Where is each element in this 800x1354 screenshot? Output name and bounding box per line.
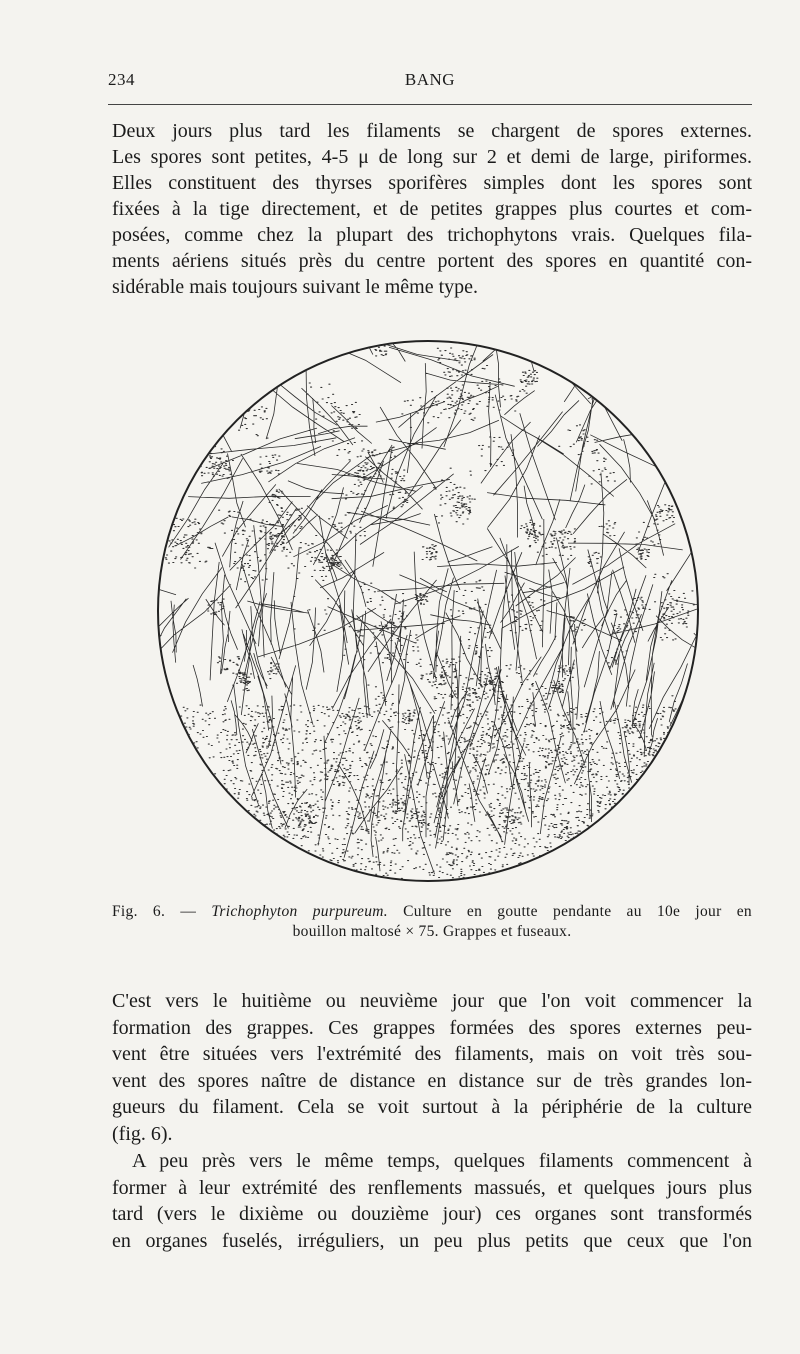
text-line: ments aériens situés près du centre portent des spores en quantité con-: [112, 250, 752, 272]
page-number: 234: [108, 70, 135, 89]
microscope-culture-figure: [148, 338, 708, 884]
caption-prefix: Fig. 6. —: [112, 903, 212, 920]
text-line: gueurs du filament. Cela se voit surtout à la périphérie de la culture: [112, 1096, 752, 1119]
text-line: C'est vers le huitième ou neuvième jour que l'on voit commencer la: [112, 990, 752, 1012]
text-line: vent des spores naître de distance en distance sur de très grandes lon-: [112, 1069, 752, 1092]
caption-line-2: bouillon maltosé × 75. Grappes et fuseaux.: [292, 923, 572, 940]
text-line: (fig. 6).: [112, 1122, 173, 1145]
text-line: vent être situées vers l'extrémité des filaments, mais on voit très sou-: [112, 1043, 752, 1066]
running-head: BANG: [404, 70, 456, 89]
paragraph-top: [112, 118, 752, 300]
paragraph-bottom-2: [112, 1148, 752, 1254]
text-line: former à leur extrémité des renflements massués, et quelques jours plus: [112, 1176, 752, 1199]
caption-line-1: [112, 902, 752, 922]
paragraph-bottom-1: [112, 988, 752, 1148]
text-line: Deux jours plus tard les filaments se chargent de spores externes.: [112, 120, 752, 142]
text-line: tard (vers le dixième ou douzième jour) ces organes sont transformés: [112, 1203, 752, 1226]
caption-rest: Culture en goutte pendante au 10e jour en: [387, 903, 752, 920]
page-header: [108, 70, 752, 94]
text-line: Les spores sont petites, 4-5 μ de long sur 2 et demi de large, piriformes.: [112, 146, 752, 168]
text-line: sidérable mais toujours suivant le même type.: [112, 276, 479, 298]
text-line: en organes fuselés, irréguliers, un peu plus petits que ceux que l'on: [112, 1229, 752, 1252]
header-rule: [108, 104, 752, 105]
text-line: posées, comme chez la plupart des trichophytons vrais. Quelques fila-: [112, 224, 752, 246]
text-line: formation des grappes. Ces grappes formées des spores externes peu-: [112, 1016, 752, 1039]
figure-caption: [112, 902, 752, 942]
text-line: fixées à la tige directement, et de petites grappes plus courtes et com-: [112, 198, 752, 220]
text-line: A peu près vers le même temps, quelques filaments commencent à: [132, 1150, 752, 1172]
caption-species: Trichophyton purpureum.: [211, 903, 388, 920]
text-line: Elles constituent des thyrses sporifères simples dont les spores sont: [112, 172, 752, 194]
